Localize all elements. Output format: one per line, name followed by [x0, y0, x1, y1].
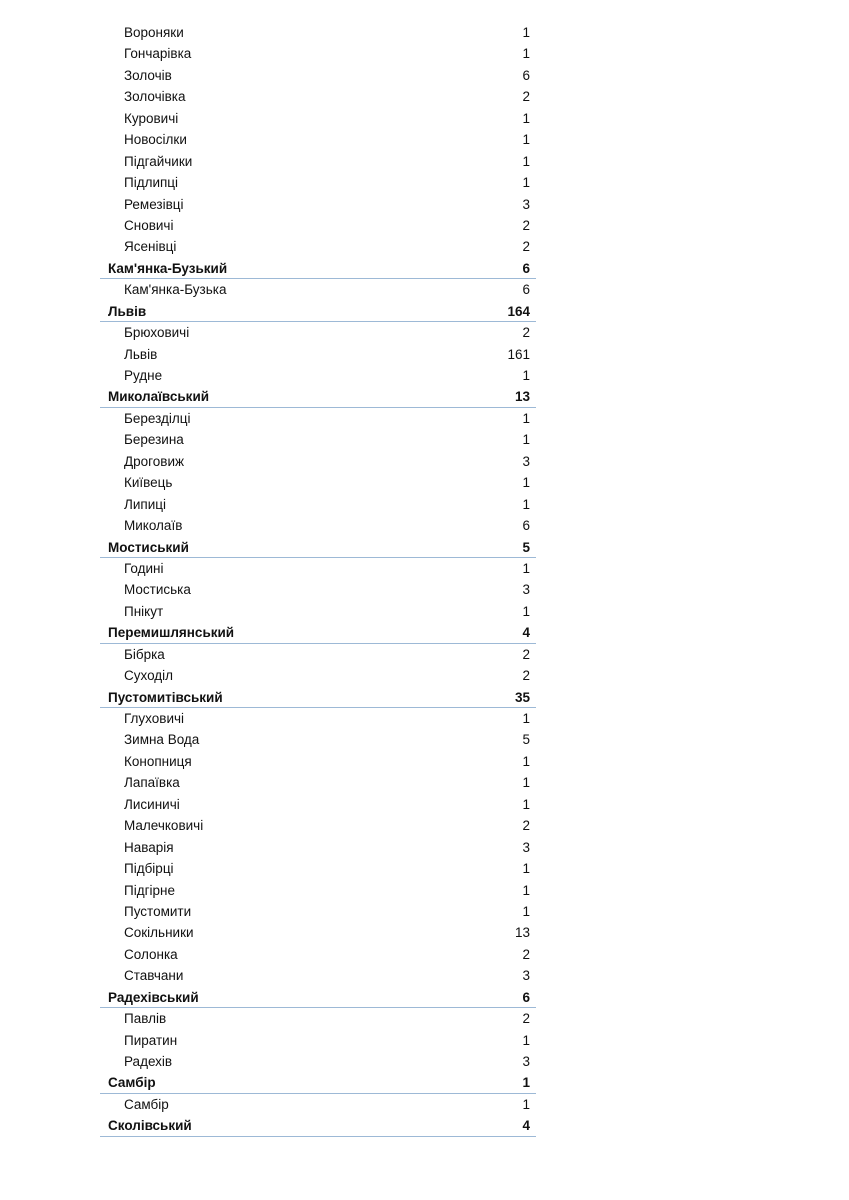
settlement-name: Павлів [124, 1011, 167, 1027]
settlement-row [100, 429, 536, 450]
settlement-row [100, 880, 536, 901]
settlement-name: Пустомити [124, 903, 192, 919]
settlement-name: Пиратин [124, 1032, 178, 1048]
district-total: 164 [507, 303, 530, 319]
settlement-count: 1 [522, 796, 530, 812]
settlement-row [100, 579, 536, 600]
settlement-row [100, 108, 536, 129]
district-name: Перемишлянський [108, 625, 235, 641]
settlement-name: Годині [124, 560, 164, 576]
settlement-row [100, 22, 536, 43]
settlement-name: Львів [124, 346, 158, 362]
settlement-count: 2 [522, 818, 530, 834]
settlement-count: 2 [522, 89, 530, 105]
settlement-count: 1 [522, 903, 530, 919]
settlement-name: Лапаївка [124, 775, 180, 791]
settlement-count: 3 [522, 1054, 530, 1069]
settlement-row [100, 65, 536, 86]
settlement-row [100, 151, 536, 172]
settlement-row [100, 344, 536, 365]
district-row [100, 386, 536, 407]
settlement-name: Ставчани [124, 968, 184, 984]
district-total: 1 [522, 1075, 530, 1091]
settlement-count: 1 [522, 132, 530, 148]
settlement-row [100, 408, 536, 429]
settlement-count: 3 [522, 968, 530, 984]
settlement-row [100, 644, 536, 665]
settlement-count: 1 [522, 861, 530, 877]
settlement-count: 1 [522, 1032, 530, 1048]
district-row [100, 537, 536, 558]
settlement-count: 1 [522, 475, 530, 491]
district-name: Мостиський [108, 539, 189, 555]
district-row [100, 1072, 536, 1093]
settlement-row [100, 858, 536, 879]
settlement-name: Лисиничі [124, 796, 180, 812]
settlement-name: Кам'янка-Бузька [124, 282, 227, 298]
settlement-row [100, 236, 536, 257]
settlement-count: 6 [522, 518, 530, 534]
settlement-count: 6 [522, 282, 530, 298]
settlement-count: 3 [522, 196, 530, 212]
settlement-row [100, 708, 536, 729]
settlement-count: 6 [522, 67, 530, 83]
settlement-name: Підгірне [124, 882, 175, 898]
settlement-name: Дроговиж [124, 453, 185, 469]
settlement-row [100, 558, 536, 579]
settlement-count: 2 [522, 646, 530, 662]
settlement-name: Підлипці [124, 175, 179, 191]
settlement-count: 1 [522, 432, 530, 448]
settlement-name: Миколаїв [124, 518, 183, 534]
settlement-name: Сокільники [124, 925, 194, 941]
settlement-name: Підгайчики [124, 153, 193, 169]
settlement-row [100, 1008, 536, 1029]
settlement-row [100, 215, 536, 236]
settlement-name: Березина [124, 432, 184, 448]
settlement-name: Рудне [124, 368, 163, 383]
settlement-count: 13 [514, 925, 530, 941]
settlement-name: Брюховичі [124, 325, 190, 341]
settlement-row [100, 43, 536, 64]
settlement-name: Куровичі [124, 110, 179, 126]
settlement-count: 1 [522, 110, 530, 126]
district-row [100, 258, 536, 279]
settlement-row [100, 279, 536, 300]
settlement-name: Суходіл [124, 668, 174, 684]
district-name: Пустомитівський [108, 689, 223, 705]
settlement-row [100, 772, 536, 793]
settlement-row [100, 944, 536, 965]
settlement-count: 1 [522, 753, 530, 769]
settlement-row [100, 601, 536, 622]
settlement-count: 1 [522, 410, 530, 426]
district-name: Кам'янка-Бузький [108, 260, 228, 276]
settlement-count: 1 [522, 153, 530, 169]
settlement-name: Пнікут [124, 603, 164, 619]
district-row [100, 301, 536, 322]
settlement-name: Гончарівка [124, 46, 192, 62]
settlement-count: 1 [522, 603, 530, 619]
settlement-row [100, 1094, 536, 1115]
settlement-row [100, 815, 536, 836]
district-row [100, 622, 536, 643]
district-total: 6 [522, 260, 530, 276]
settlement-count: 2 [522, 217, 530, 233]
district-row [100, 687, 536, 708]
settlement-name: Підбірці [124, 861, 174, 877]
settlement-count: 1 [522, 882, 530, 898]
settlement-count: 1 [522, 25, 530, 40]
settlement-name: Новосілки [124, 132, 187, 148]
settlement-row [100, 194, 536, 215]
settlement-name: Глуховичі [124, 711, 185, 726]
settlement-name: Липиці [124, 496, 166, 512]
settlement-count: 1 [522, 560, 530, 576]
settlement-row [100, 901, 536, 922]
settlement-name: Конопниця [124, 753, 192, 769]
settlement-count: 1 [522, 1096, 530, 1112]
settlement-count: 3 [522, 839, 530, 855]
settlement-count: 2 [522, 325, 530, 341]
district-row [100, 987, 536, 1008]
settlement-row [100, 922, 536, 943]
settlement-name: Золочівка [124, 89, 186, 105]
district-row [100, 1115, 536, 1136]
settlement-row [100, 451, 536, 472]
settlement-row [100, 965, 536, 986]
district-total: 6 [522, 989, 530, 1005]
settlement-name: Радехів [124, 1054, 173, 1069]
settlement-count: 1 [522, 368, 530, 383]
settlement-count: 1 [522, 711, 530, 726]
settlement-name: Березділці [124, 410, 191, 426]
settlement-count: 2 [522, 239, 530, 255]
settlement-row [100, 494, 536, 515]
settlement-row [100, 794, 536, 815]
settlement-row [100, 86, 536, 107]
settlement-row [100, 129, 536, 150]
settlement-count: 2 [522, 946, 530, 962]
settlement-row [100, 1030, 536, 1051]
settlement-row [100, 322, 536, 343]
settlement-row [100, 837, 536, 858]
district-total: 5 [522, 539, 530, 555]
district-name: Сколівський [108, 1118, 192, 1134]
settlement-count: 1 [522, 175, 530, 191]
settlement-row [100, 515, 536, 536]
settlement-count: 2 [522, 1011, 530, 1027]
settlement-row [100, 729, 536, 750]
settlement-name: Солонка [124, 946, 178, 962]
settlement-name: Золочів [124, 67, 172, 83]
settlement-count: 5 [522, 732, 530, 748]
district-name: Радехівський [108, 989, 199, 1005]
settlement-name: Ясенівці [124, 239, 177, 255]
district-name: Львів [108, 303, 147, 319]
settlement-row [100, 751, 536, 772]
settlement-name: Бібрка [124, 646, 165, 662]
settlement-name: Малечковичі [124, 818, 204, 834]
settlement-row [100, 1051, 536, 1072]
settlement-name: Ремезівці [124, 196, 184, 212]
settlement-count: 1 [522, 496, 530, 512]
settlement-row [100, 365, 536, 386]
settlement-name: Вороняки [124, 25, 184, 40]
district-total: 4 [522, 625, 530, 641]
district-total: 13 [514, 389, 530, 405]
settlement-row [100, 172, 536, 193]
settlement-count: 161 [507, 346, 530, 362]
settlement-row [100, 472, 536, 493]
district-total: 4 [522, 1118, 530, 1134]
settlement-name: Мостиська [124, 582, 191, 598]
settlement-name: Сновичі [124, 217, 174, 233]
settlement-count-table [100, 22, 536, 1137]
district-name: Самбір [108, 1075, 156, 1091]
settlement-count: 1 [522, 775, 530, 791]
settlement-name: Наварія [124, 839, 174, 855]
district-total: 35 [514, 689, 530, 705]
settlement-count: 1 [522, 46, 530, 62]
settlement-count: 3 [522, 582, 530, 598]
district-name: Миколаївський [108, 389, 210, 405]
settlement-count: 2 [522, 668, 530, 684]
settlement-name: Київець [124, 475, 173, 491]
settlement-name: Зимна Вода [124, 732, 200, 748]
settlement-count: 3 [522, 453, 530, 469]
settlement-name: Самбір [124, 1096, 169, 1112]
settlement-row [100, 665, 536, 686]
